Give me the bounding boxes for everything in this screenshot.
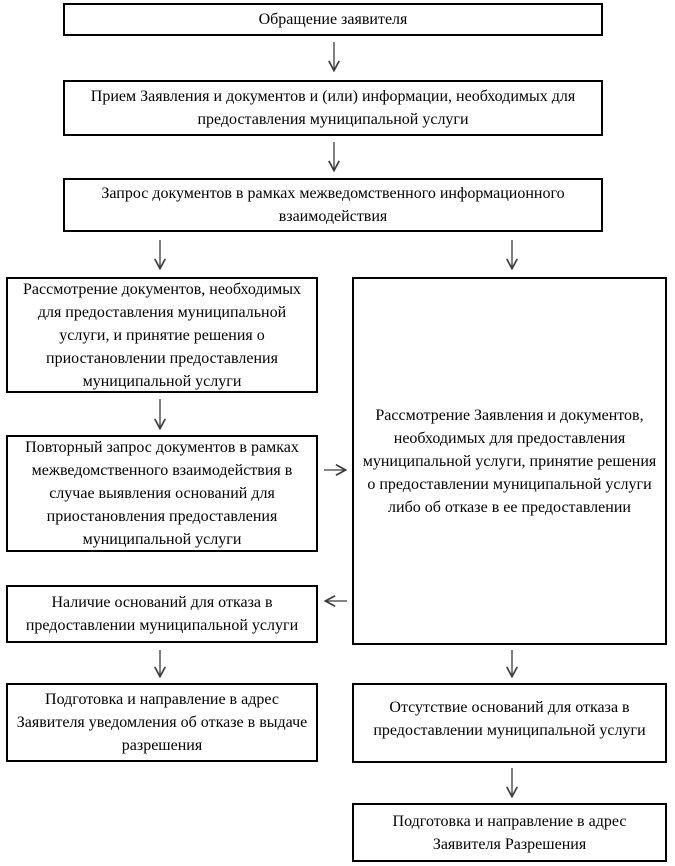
node-interagency-request: Запрос документов в рамках межведомственного информационного взаимодействия [63,178,603,232]
node-refusal-notice-preparation: Подготовка и направление в адрес Заявителя уведомления об отказе в выдаче разрешения [6,683,318,762]
node-applicant-request: Обращение заявителя [63,3,603,36]
node-application-review-decision: Рассмотрение Заявления и документов, необходимых для предоставления муниципальной услуги, принятие решения о предоставлении муниципальной услуги либо об отказе в ее предоставлении [352,277,667,645]
node-permit-preparation: Подготовка и направление в адрес Заявителя Разрешения [352,803,667,862]
node-refusal-grounds-present: Наличие оснований для отказа в предоставлении муниципальной услуги [6,585,318,643]
node-no-refusal-grounds: Отсутствие оснований для отказа в предоставлении муниципальной услуги [352,683,667,763]
node-documents-review-suspension: Рассмотрение документов, необходимых для предоставления муниципальной услуги, и принятие решения о приостановлении предоставления муниципальной услуги [6,277,318,393]
node-repeat-interagency-request: Повторный запрос документов в рамках межведомственного взаимодействия в случае выявления оснований для приостановления предоставления муниципальной услуги [6,435,318,552]
node-application-reception: Прием Заявления и документов и (или) информации, необходимых для предоставления муниципальной услуги [63,80,603,136]
